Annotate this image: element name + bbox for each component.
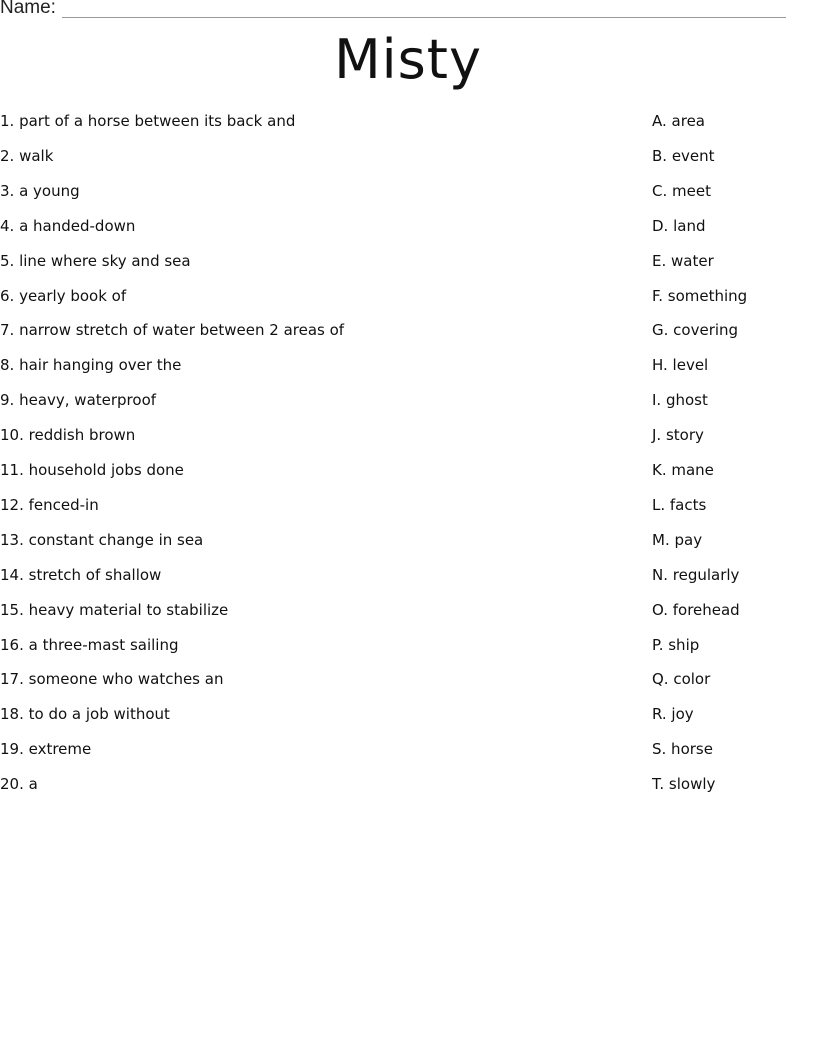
answer-option: F. something <box>652 286 748 305</box>
clue-item: 14. stretch of shallow <box>0 565 162 584</box>
clue-item: 16. a three-mast sailing <box>0 635 179 654</box>
clue-item: 7. narrow stretch of water between 2 areas of <box>0 321 345 340</box>
clue-item: 9. heavy, waterproof <box>0 391 157 410</box>
clue-item: 19. extreme <box>0 740 92 759</box>
answer-option: T. slowly <box>652 775 716 794</box>
worksheet-title: Misty <box>334 28 482 91</box>
answer-option: P. ship <box>652 635 700 654</box>
answer-option: G. covering <box>652 321 739 340</box>
clue-item: 18. to do a job without <box>0 705 170 724</box>
answer-option: D. land <box>652 216 706 235</box>
answer-option: R. joy <box>652 705 694 724</box>
clue-item: 11. household jobs done <box>0 461 184 479</box>
answer-option: N. regularly <box>652 565 740 584</box>
answer-option: H. level <box>652 356 709 375</box>
clue-item: 6. yearly book of <box>0 286 127 305</box>
name-blank-line[interactable] <box>62 17 786 18</box>
answer-option: O. forehead <box>652 600 740 619</box>
clue-item: 15. heavy material to stabilize <box>0 600 229 619</box>
clue-item: 20. a <box>0 775 38 794</box>
clue-item: 5. line where sky and sea <box>0 251 191 270</box>
answer-option: B. event <box>652 146 715 165</box>
answer-option: I. ghost <box>652 391 708 410</box>
clue-item: 2. walk <box>0 146 54 165</box>
answer-option: E. water <box>652 251 714 270</box>
answer-option: S. horse <box>652 740 713 759</box>
clue-item: 4. a handed-down <box>0 216 136 235</box>
answer-option: Q. color <box>652 670 711 689</box>
clue-item: 13. constant change in sea <box>0 530 204 549</box>
clue-item: 12. fenced-in <box>0 495 99 514</box>
clue-item: 8. hair hanging over the <box>0 356 182 375</box>
answer-option: M. pay <box>652 530 703 549</box>
answer-option: K. mane <box>652 461 714 479</box>
clue-item: 3. a young <box>0 181 80 200</box>
answer-option: A. area <box>652 112 705 130</box>
answer-option: L. facts <box>652 495 707 514</box>
clue-item: 1. part of a horse between its back and <box>0 112 296 130</box>
name-label: Name: <box>0 0 56 18</box>
answer-option: C. meet <box>652 181 711 200</box>
clue-item: 17. someone who watches an <box>0 670 224 689</box>
name-field <box>0 0 56 19</box>
clue-item: 10. reddish brown <box>0 426 136 445</box>
answer-option: J. story <box>652 426 704 445</box>
